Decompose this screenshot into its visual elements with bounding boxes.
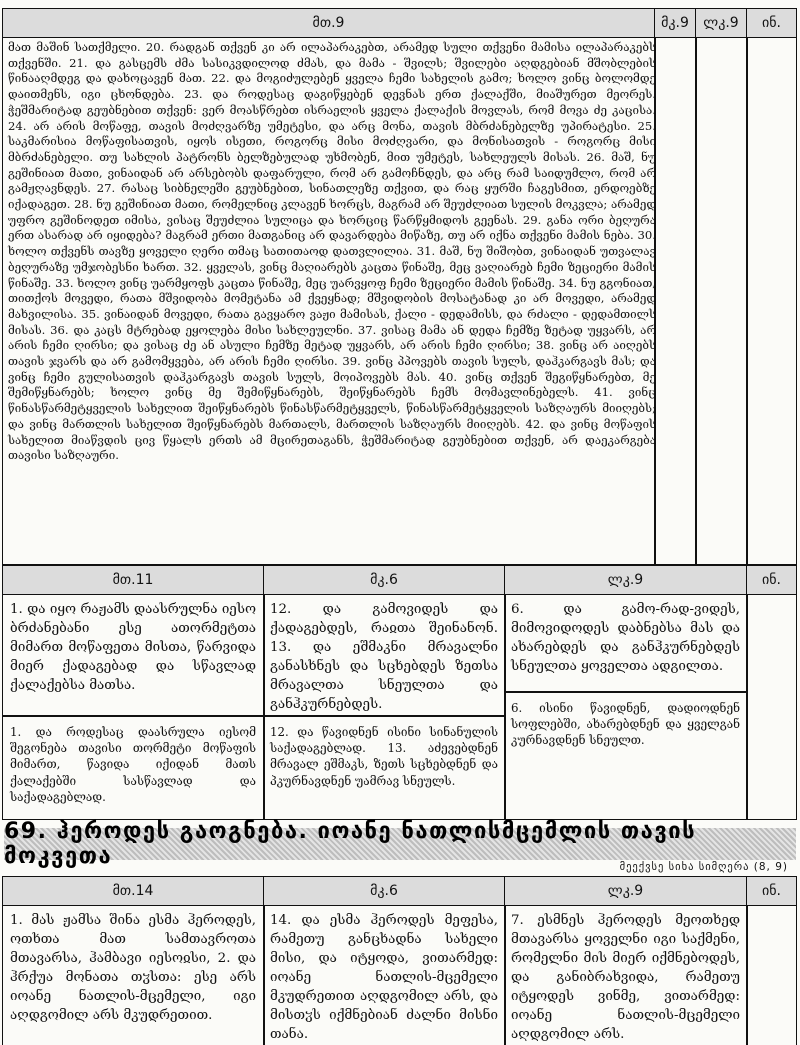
luke-9-old-text	[511, 911, 740, 1043]
header-matthew-11: მთ.11	[2, 565, 264, 595]
verse-text: 14. და ესმა ჰეროდეს მეფესა, რამეთუ განცხადნა სახელი მისი, და იტყოდა, ვითარმედ: იოანე ნათლის-მცემელი მკუდრეთით აღდგომილ არს, და მისთჳს იქმნებიან ძალნი მისნი თანა.	[270, 913, 498, 1042]
verse-text: 12. და წავიდნენ ისინი სინანულის საქადაგებლად. 13. აძევებდნენ მრავალ ეშმაკს, ზეთს სცხებდნენ და პკურნავდნენ უამრავ სნეულს.	[270, 725, 498, 788]
matthew-9-paragraph: მათ მაშინ სათქმელი. 20. რადგან თქვენ კი არ ილაპარაკებთ, არამედ სული თქვენი მამისა ილაპარაკებს თქვენში. 21. და გასცემს ძმა სასიკვდილოდ ძმას, და მამა - შვილს; შვილები აღდგებიან მშობლების წინააღმდეგ და დახოცავენ მათ. 22. და მოგიძულებენ ყველა ჩემი სახელის გამო; ხოლო ვინც ბოლომდე დაითმენს, იგი ცხონდება. 23. და როდესაც დაგიწყებენ დევნას ერთ ქალაქში, მიაშურეთ მეორეს. ჭეშმარიტად გეუბნებით თქვენ: ვერ მოასწრებთ ისრაელის ყველა ქალაქის მოვლას, რომ მოვა ძე კაცისა. 24. არ არის მოწაფე, თავის მოძღვარზე უმეტესი, და არც მონა, თავის მბრძანებელზე უპირატესი. 25. საკმარისია მოწაფისათვის, იყოს ისეთი, როგორც მისი მოძღვარი, და მონისათვის - როგორც მისი მბრძანებელი. თუ სახლის პატრონს ბელზებულად უხმობენ, მით უმეტეს, სახლეულს მისას. 26. მაშ, ნუ გეშინიათ მათი, ვინაიდან არ არსებობს დაფარული, რომ არ გამოჩნდეს, და არც რამ საიდუმლო, რომ არ გამჟღავნდეს. 27. რასაც სიბნელეში გეუბნებით, სინათლეზე თქვით, და რაც ყურში ჩაგესმით, ერდოებზე იქადაგეთ. 28. ნუ გეშინიათ მათი, რომელნიც კლავენ ხორცს, მაგრამ არ შეუძლიათ სულის მოკვლა; არამედ უფრო გეშინოდეთ იმისა, ვისაც შეუძლია სულიცა და ხორციც წარწყმიდოს გეენას. 29. განა ორი ბეღურა ერთ ასარად არ იყიდება? მაგრამ ერთი მათგანიც არ დავარდება მიწაზე, თუ არ იქნა თქვენი მამის ნება. 30. ხოლო თქვენს თავზე ყოველი ღერი თმაც სათითაოდ დათვლილია. 31. მაშ, ნუ შიშობთ, ვინაიდან უთვალავ ბეღურაზე უმჯობესნი ხართ. 32. ყველას, ვინც მაღიარებს კაცთა წინაშე, მეც ვაღიარებ ჩემი ზეციერი მამის წინაშე. 33. ხოლო ვინც უარმყოფს კაცთა წინაშე, მეც უარვყოფ ჩემი ზეციერი მამის წინაშე. 34. ნუ გგონიათ, თითქოს მოვედი, რათა მშვიდობა მომეტანა ამ ქვეყნად; მშვიდობის მოსატანად კი არ მოვედი, არამედ მახვილისა. 35. ვინაიდან მოვედი, რათა გავყარო ვაჟი მამისას, ქალი - დედამისს, და რძალი - დედამთილს მისას. 36. და კაცს მტრებად ეყოლება მისი სახლეულნი. 37. ვისაც მამა ან დედა ჩემზე ზეტად უყვარს, არ არის ჩემი ღირსი; და ვისაც ძე ან ასული ჩემზე მეტად უყვარს, არ არის ჩემი ღირსი; 38. ვინც არ აიღებს თავის ჯვარს და არ გამომყვება, არ არის ჩემი ღირსი. 39. ვინც პპოვებს თავის სულს, დაჰკარგავს მას; და ვინც ჩემი გულისათვის დაჰკარგავს თავის სულს, მოიპოვებს მას. 40. ვინც თქვენ შეგიწყნარებთ, მე შემიწყნარებს; ხოლო ვინც მე შემიწყნარებს, შეიწყნარებს ჩემს მომავლინებელს. 41. ვინც წინასწარმეტყველის სახელით შეიწყნარებს წინასწარმეტყველს, წინასწარმეტყველის საზღაურს მიიღებს; და ვინც მართლის სახელით შეიწყნარებს მართალს, მართლის საზღაურს მიიღებს. 42. და ვინც მოწაფის სახელით მიაწვდის ცივ წყალს ერთს ამ მცირეთაგანს, ჭეშმარიტად გეუბნებით თქვენ, არ დაეკარგება თავისი საზღაური.	[8, 40, 656, 463]
header-matthew-14: მთ.14	[2, 876, 264, 906]
column-divider	[504, 595, 506, 820]
header-mark-9: მკ.9	[654, 8, 696, 38]
verse-text: 1. და როდესაც დაასრულა იესომ შეგონება თავისი თორმეტი მოწაფის მიმართ, წავიდა იქიდან მათს ქალაქებში სასწავლად და საქადაგებლად.	[10, 725, 256, 804]
verse-text: 1. და იყო რაჟამს დაასრულნა იესო ბრძანებანი ესე ათორმეტთა მიმართ მოწაფეთა მისთა, წარვიდა მიერ ქადაგებად და სწავლად ქალაქებსა მათსა.	[10, 602, 256, 693]
column-divider	[746, 38, 748, 565]
matthew-9-text	[8, 40, 656, 464]
verse-text: 7. ესმნეს ჰეროდეს მეოთხედ მთავარსა ყოველნი იგი საქმენი, რომელნი მის მიერ იქმნებოდეს, და განიბრახვიდა, რამეთუ იტყოდეს ვინმე, ვითარმედ: იოანე ნათლის-მცემელი აღდგომილ არს.	[511, 913, 740, 1042]
column-divider	[746, 906, 748, 1045]
header-john: ინ.	[746, 876, 797, 906]
matthew-11-old-text	[10, 600, 256, 695]
luke-9-modern-text	[511, 700, 740, 749]
mark-6-modern-text	[270, 724, 498, 789]
row-divider	[2, 715, 504, 717]
header-john: ინ.	[746, 8, 797, 38]
column-divider	[504, 906, 506, 1045]
header-luke-9: ლკ.9	[695, 8, 747, 38]
header-matthew-9: მთ.9	[2, 8, 655, 38]
column-divider	[263, 906, 265, 1045]
matthew-14-old-text	[10, 911, 256, 1043]
header-john: ინ.	[746, 565, 797, 595]
header-mark-6: მკ.6	[263, 876, 505, 906]
header-luke-9: ლკ.9	[504, 876, 747, 906]
matthew-11-modern-text	[10, 724, 256, 805]
mark-6-old-text	[270, 600, 498, 714]
row-divider	[504, 691, 747, 693]
section-subtitle: მეექვსე სიხა სიმღერა (8, 9)	[619, 861, 788, 873]
column-divider	[695, 38, 697, 565]
column-divider	[746, 595, 748, 820]
verse-text: 6. და გამო-რად-ვიდეს, მიმოვიდოდეს დაბნებსა მას და ახარებდეს და განჰკურნებდეს სნეულთა ყოველთა ადგილთა.	[511, 602, 740, 674]
verse-text: 12. და გამოვიდეს და ქადაგებდეს, რაჲთა შეინანონ. 13. და ეშმაკნი მრავალნი განასხნეს და სცხებდეს ზეთსა მრავალთა სნეულთა და განჰკურნებდეს.	[270, 602, 498, 712]
column-divider	[263, 595, 265, 820]
header-luke-9: ლკ.9	[504, 565, 747, 595]
header-mark-6: მკ.6	[263, 565, 505, 595]
mark-6-old-text	[270, 911, 498, 1043]
section-title: 69. ჰეროდეს გაოგნება. იოანე ნათლისმცემლის თავის მოკვეთა	[4, 819, 697, 869]
luke-9-old-text	[511, 600, 740, 676]
verse-text: 6. ისინი წავიდნენ, დადიოდნენ სოფლებში, ახარებდნენ და ყველგან კურნავდნენ სნეულთ.	[511, 701, 740, 748]
verse-text: 1. მას ჟამსა შინა ესმა ჰეროდეს, ოთხთა მათ სამთავროთა მთავარსა, ჰამბავი იესოჲსი, 2. და ჰრქუა მონათა თჳსთა: ესე არს იოანე ნათლის-მცემელი, იგი აღდგომილ არს მკუდრეთით.	[10, 913, 256, 1023]
